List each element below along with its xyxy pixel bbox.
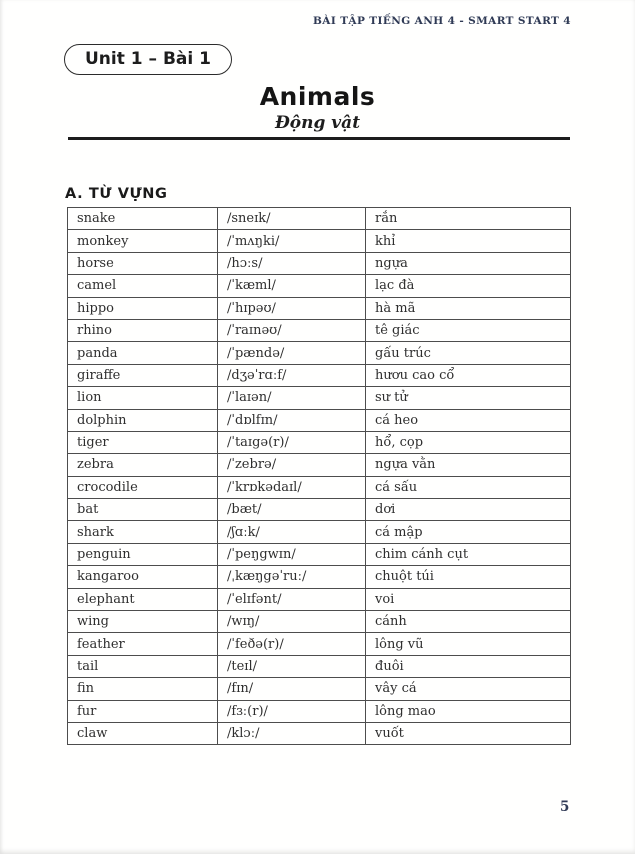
section-heading-vocabulary: A. TỪ VỰNG xyxy=(65,186,168,202)
ipa-cell: /ˈzebrə/ xyxy=(218,454,366,476)
meaning-cell: hà mã xyxy=(366,297,571,319)
meaning-cell: sư tử xyxy=(366,387,571,409)
table-row xyxy=(68,297,571,319)
word-cell: shark xyxy=(68,521,218,543)
ipa-cell: /ˈkæml/ xyxy=(218,275,366,297)
word-cell: fin xyxy=(68,678,218,700)
word-cell: wing xyxy=(68,611,218,633)
table-row xyxy=(68,566,571,588)
table-row xyxy=(68,342,571,364)
ipa-cell: /ˈdɒlfɪn/ xyxy=(218,409,366,431)
table-row xyxy=(68,230,571,252)
ipa-cell: /ˈhɪpəʊ/ xyxy=(218,297,366,319)
word-cell: crocodile xyxy=(68,476,218,498)
word-cell: camel xyxy=(68,275,218,297)
meaning-cell: vuốt xyxy=(366,722,571,744)
word-cell: hippo xyxy=(68,297,218,319)
table-row xyxy=(68,633,571,655)
word-cell: dolphin xyxy=(68,409,218,431)
ipa-cell: /ˈraɪnəʊ/ xyxy=(218,319,366,341)
ipa-cell: /ˈlaɪən/ xyxy=(218,387,366,409)
ipa-cell: /ˌkæŋgəˈruː/ xyxy=(218,566,366,588)
table-row xyxy=(68,409,571,431)
table-row xyxy=(68,454,571,476)
page-title: Animals xyxy=(259,82,376,111)
meaning-cell: hổ, cọp xyxy=(366,431,571,453)
ipa-cell: /dʒəˈrɑːf/ xyxy=(218,364,366,386)
word-cell: claw xyxy=(68,722,218,744)
table-row xyxy=(68,476,571,498)
meaning-cell: đuôi xyxy=(366,655,571,677)
ipa-cell: /ˈpeŋgwɪn/ xyxy=(218,543,366,565)
table-row xyxy=(68,208,571,230)
meaning-cell: ngựa vằn xyxy=(366,454,571,476)
ipa-cell: /teɪl/ xyxy=(218,655,366,677)
word-cell: monkey xyxy=(68,230,218,252)
meaning-cell: cánh xyxy=(366,611,571,633)
word-cell: tiger xyxy=(68,431,218,453)
vocabulary-table-body xyxy=(68,208,571,745)
word-cell: penguin xyxy=(68,543,218,565)
table-row xyxy=(68,499,571,521)
ipa-cell: /ˈtaɪgə(r)/ xyxy=(218,431,366,453)
ipa-cell: /ˈmʌŋki/ xyxy=(218,230,366,252)
meaning-cell: vây cá xyxy=(366,678,571,700)
table-row xyxy=(68,319,571,341)
word-cell: giraffe xyxy=(68,364,218,386)
meaning-cell: cá heo xyxy=(366,409,571,431)
table-row xyxy=(68,655,571,677)
word-cell: tail xyxy=(68,655,218,677)
ipa-cell: /ˈelɪfənt/ xyxy=(218,588,366,610)
meaning-cell: tê giác xyxy=(366,319,571,341)
word-cell: horse xyxy=(68,252,218,274)
meaning-cell: cá mập xyxy=(366,521,571,543)
ipa-cell: /bæt/ xyxy=(218,499,366,521)
meaning-cell: gấu trúc xyxy=(366,342,571,364)
meaning-cell: lông mao xyxy=(366,700,571,722)
meaning-cell: khỉ xyxy=(366,230,571,252)
meaning-cell: ngựa xyxy=(366,252,571,274)
vocabulary-table xyxy=(67,207,571,745)
ipa-cell: /hɔːs/ xyxy=(218,252,366,274)
word-cell: kangaroo xyxy=(68,566,218,588)
word-cell: bat xyxy=(68,499,218,521)
ipa-cell: /ˈkrɒkədaɪl/ xyxy=(218,476,366,498)
ipa-cell: /ˈpændə/ xyxy=(218,342,366,364)
table-row xyxy=(68,364,571,386)
meaning-cell: dơi xyxy=(366,499,571,521)
word-cell: elephant xyxy=(68,588,218,610)
ipa-cell: /ʃɑːk/ xyxy=(218,521,366,543)
page-subtitle: Động vật xyxy=(274,113,361,133)
ipa-cell: /sneɪk/ xyxy=(218,208,366,230)
table-row xyxy=(68,678,571,700)
meaning-cell: voi xyxy=(366,588,571,610)
meaning-cell: lông vũ xyxy=(366,633,571,655)
meaning-cell: rắn xyxy=(366,208,571,230)
word-cell: panda xyxy=(68,342,218,364)
table-row xyxy=(68,275,571,297)
meaning-cell: cá sấu xyxy=(366,476,571,498)
meaning-cell: lạc đà xyxy=(366,275,571,297)
table-row xyxy=(68,722,571,744)
word-cell: zebra xyxy=(68,454,218,476)
book-title-header: BÀI TẬP TIẾNG ANH 4 - SMART START 4 xyxy=(313,15,571,27)
table-row xyxy=(68,431,571,453)
page-number: 5 xyxy=(560,799,570,815)
title-divider xyxy=(68,137,570,140)
word-cell: lion xyxy=(68,387,218,409)
ipa-cell: /fɪn/ xyxy=(218,678,366,700)
table-row xyxy=(68,543,571,565)
ipa-cell: /fɜː(r)/ xyxy=(218,700,366,722)
meaning-cell: hươu cao cổ xyxy=(366,364,571,386)
table-row xyxy=(68,700,571,722)
ipa-cell: /ˈfeðə(r)/ xyxy=(218,633,366,655)
word-cell: snake xyxy=(68,208,218,230)
unit-badge: Unit 1 – Bài 1 xyxy=(64,44,232,75)
word-cell: rhino xyxy=(68,319,218,341)
table-row xyxy=(68,588,571,610)
table-row xyxy=(68,611,571,633)
table-row xyxy=(68,521,571,543)
ipa-cell: /klɔː/ xyxy=(218,722,366,744)
ipa-cell: /wɪŋ/ xyxy=(218,611,366,633)
meaning-cell: chuột túi xyxy=(366,566,571,588)
word-cell: feather xyxy=(68,633,218,655)
table-row xyxy=(68,387,571,409)
word-cell: fur xyxy=(68,700,218,722)
meaning-cell: chim cánh cụt xyxy=(366,543,571,565)
table-row xyxy=(68,252,571,274)
